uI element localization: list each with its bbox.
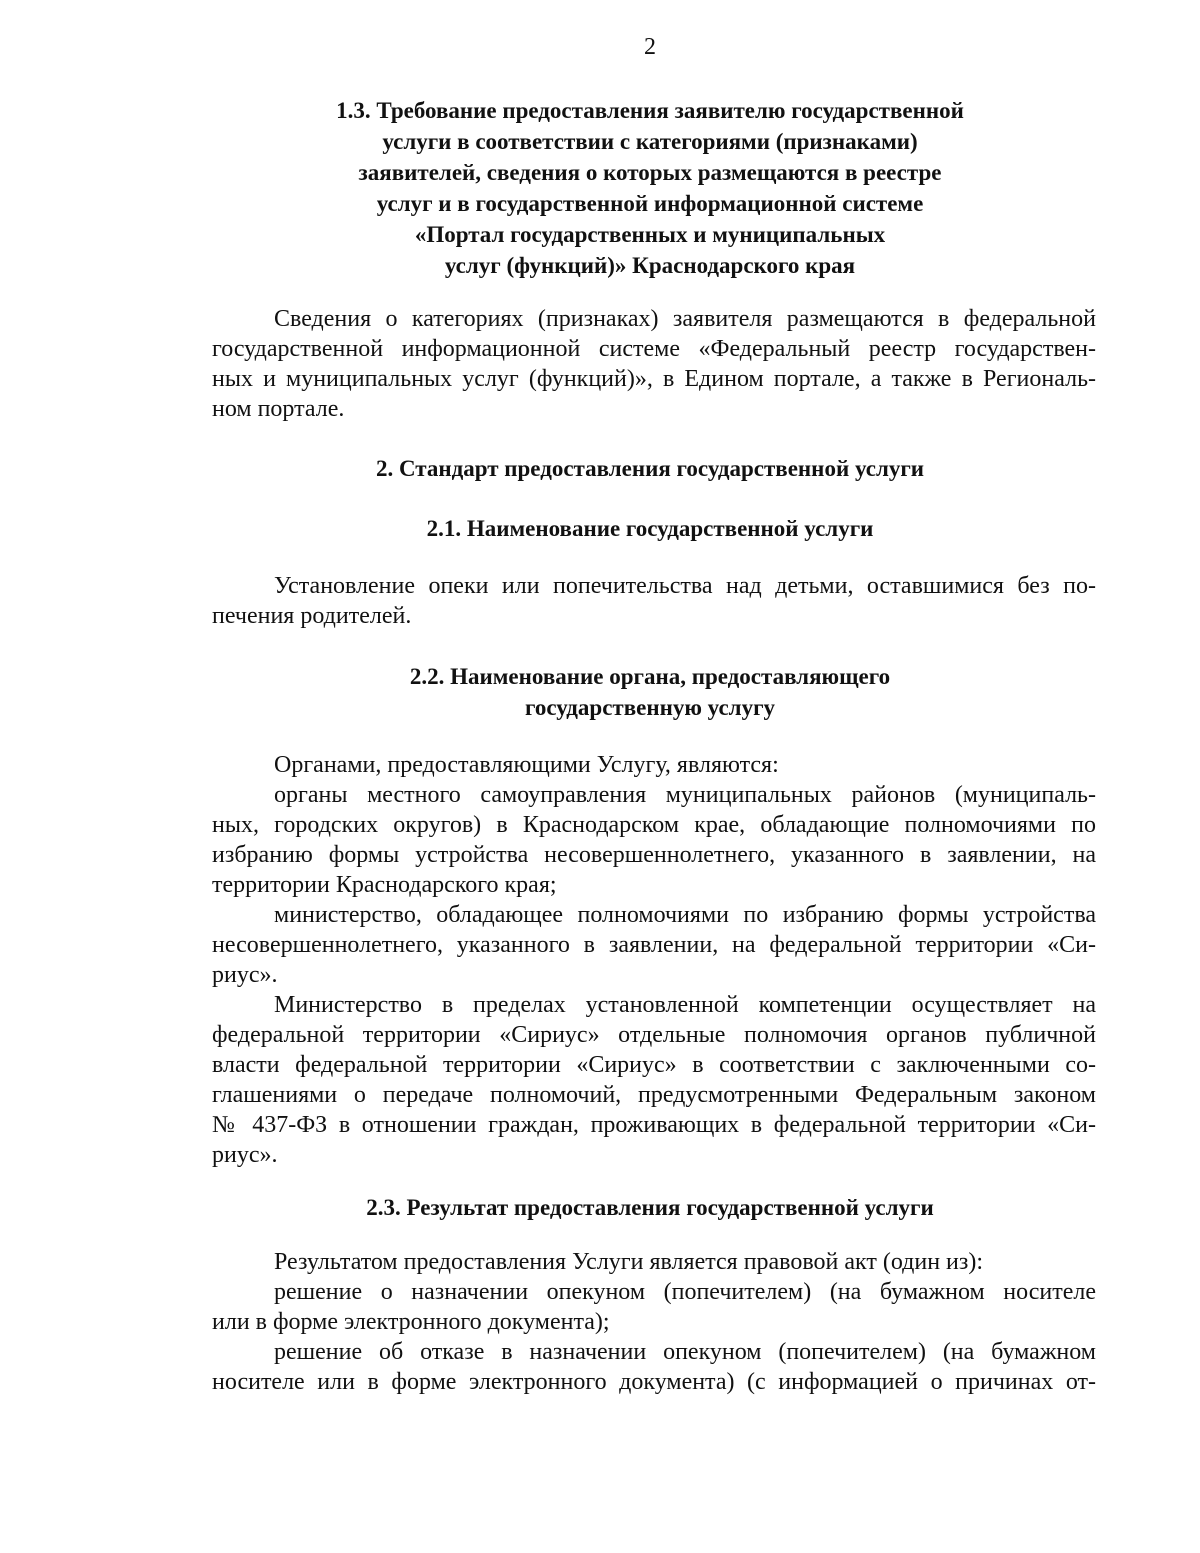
- paragraph-line: печения родителей.: [212, 603, 412, 629]
- paragraph-line: риус».: [212, 1142, 278, 1168]
- paragraph-line: решение о назначении опекуном (попечителем) (на бумажном носителе: [274, 1279, 1096, 1305]
- heading-line: 2.3. Результат предоставления государственной услуги: [366, 1195, 934, 1220]
- paragraph-line: ных, городских округов) в Краснодарском крае, обладающие полномочиями по: [212, 812, 1096, 838]
- paragraph-line: Результатом предоставления Услуги является правовой акт (один из):: [274, 1249, 984, 1275]
- paragraph-line: ном портале.: [212, 396, 345, 422]
- paragraph-line: несовершеннолетнего, указанного в заявлении, на федеральной территории «Си-: [212, 932, 1096, 958]
- paragraph-line: органы местного самоуправления муниципальных районов (муниципаль-: [274, 782, 1096, 808]
- heading-line: государственную услугу: [524, 695, 776, 720]
- heading-line: услуг и в государственной информационной системе: [376, 191, 924, 216]
- paragraph-line: государственной информационной системе «Федеральный реестр государствен-: [212, 336, 1096, 362]
- heading-line: заявителей, сведения о которых размещаются в реестре: [358, 160, 942, 185]
- paragraph-line: власти федеральной территории «Сириус» в соответствии с заключенными со-: [212, 1052, 1096, 1078]
- paragraph-line: территории Краснодарского края;: [212, 872, 557, 898]
- heading-line: 2. Стандарт предоставления государственной услуги: [375, 456, 925, 481]
- paragraph-line: Установление опеки или попечительства над детьми, оставшимися без по-: [274, 573, 1096, 599]
- paragraph-line: или в форме электронного документа);: [212, 1309, 610, 1335]
- paragraph-line: носителе или в форме электронного документа) (с информацией о причинах от-: [212, 1369, 1096, 1395]
- heading-line: услуги в соответствии с категориями (признаками): [382, 129, 918, 154]
- section-1-3-paragraph: [212, 304, 1096, 424]
- paragraph-line: решение об отказе в назначении опекуном (попечителем) (на бумажном: [274, 1339, 1096, 1365]
- section-2-2-paragraph: [212, 750, 1096, 1170]
- section-2-3-paragraph: [212, 1247, 1096, 1397]
- page-number: 2: [644, 34, 656, 60]
- heading-line: «Портал государственных и муниципальных: [414, 222, 886, 247]
- section-2-1-paragraph: [212, 571, 1096, 631]
- section-2-3-heading: [200, 1192, 1100, 1223]
- section-2-heading: [200, 453, 1100, 484]
- heading-line: 1.3. Требование предоставления заявителю государственной: [336, 98, 964, 123]
- section-2-2-heading: [200, 661, 1100, 723]
- paragraph-line: федеральной территории «Сириус» отдельные полномочия органов публичной: [212, 1022, 1096, 1048]
- section-1-3-heading: [200, 95, 1100, 281]
- section-2-1-heading: [200, 513, 1100, 544]
- paragraph-line: глашениями о передаче полномочий, предусмотренными Федеральным законом: [212, 1082, 1096, 1108]
- heading-line: 2.1. Наименование государственной услуги: [426, 516, 874, 541]
- paragraph-line: министерство, обладающее полномочиями по избранию формы устройства: [274, 902, 1096, 928]
- paragraph-line: Министерство в пределах установленной компетенции осуществляет на: [274, 992, 1096, 1018]
- paragraph-line: Сведения о категориях (признаках) заявителя размещаются в федеральной: [274, 306, 1096, 332]
- paragraph-line: № 437-ФЗ в отношении граждан, проживающих в федеральной территории «Си-: [212, 1112, 1096, 1138]
- paragraph-line: риус».: [212, 962, 278, 988]
- paragraph-line: избранию формы устройства несовершеннолетнего, указанного в заявлении, на: [212, 842, 1096, 868]
- heading-line: услуг (функций)» Краснодарского края: [444, 253, 856, 278]
- paragraph-line: ных и муниципальных услуг (функций)», в Едином портале, а также в Региональ-: [212, 366, 1096, 392]
- heading-line: 2.2. Наименование органа, предоставляющего: [409, 664, 891, 689]
- paragraph-line: Органами, предоставляющими Услугу, являются:: [274, 752, 779, 778]
